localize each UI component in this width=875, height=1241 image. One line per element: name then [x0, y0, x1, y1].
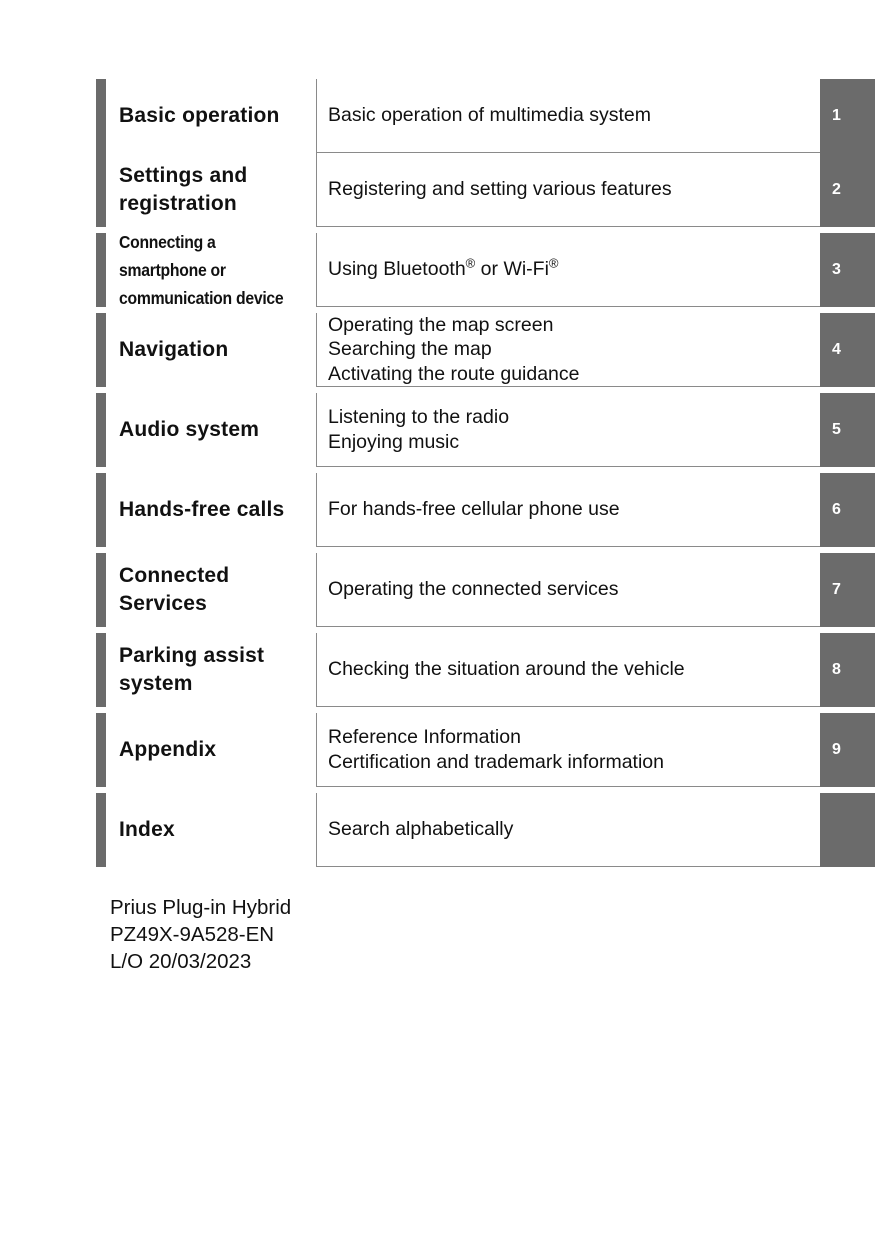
section-tab[interactable]: 5: [820, 393, 875, 467]
section-description: [316, 153, 820, 227]
section-tab[interactable]: 2: [820, 153, 875, 227]
description-line: Search alphabetically: [328, 818, 514, 841]
section-title: Index: [119, 818, 175, 841]
section-bar: [96, 313, 106, 387]
document-footer: [110, 894, 291, 975]
section-tab[interactable]: 9: [820, 713, 875, 787]
description-line: Checking the situation around the vehicle: [328, 658, 685, 681]
description-line: Operating the connected services: [328, 578, 619, 601]
section-title: Audio system: [119, 418, 260, 441]
section-tab[interactable]: 4: [820, 313, 875, 387]
description-line: Searching the map: [328, 338, 492, 361]
description-line: Operating the map screen: [328, 313, 554, 336]
section-bar: [96, 393, 106, 467]
section-tab[interactable]: 6: [820, 473, 875, 547]
section-tab[interactable]: 8: [820, 633, 875, 707]
section-title: Appendix: [119, 738, 217, 761]
section-bar: [96, 553, 106, 627]
description-line: Certification and trademark information: [328, 750, 664, 773]
toc-row-audio[interactable]: [0, 393, 875, 467]
section-description: [316, 633, 820, 707]
toc-row-parking-assist[interactable]: [0, 633, 875, 707]
section-title: Parking assist system: [119, 644, 265, 695]
part-number: PZ49X-9A528-EN: [110, 923, 275, 946]
description-line: For hands-free cellular phone use: [328, 498, 620, 521]
registered-mark: ®: [465, 255, 476, 271]
description-line: Registering and setting various features: [328, 178, 672, 201]
section-description: [316, 313, 820, 387]
model-name: Prius Plug-in Hybrid: [110, 896, 292, 919]
registered-mark: ®: [548, 255, 559, 271]
section-bar: [96, 713, 106, 787]
section-description: [316, 473, 820, 547]
toc-row-connected-services[interactable]: [0, 553, 875, 627]
section-title: Navigation: [119, 338, 229, 361]
section-description: [316, 553, 820, 627]
toc-row-connecting[interactable]: [0, 233, 875, 307]
toc-row-appendix[interactable]: [0, 713, 875, 787]
section-tab[interactable]: 1: [820, 79, 875, 153]
layout-date: L/O 20/03/2023: [110, 950, 252, 973]
section-title: Basic operation: [119, 104, 280, 127]
toc-row-hands-free[interactable]: [0, 473, 875, 547]
section-description: [316, 79, 820, 153]
description-line: Listening to the radio: [328, 406, 510, 428]
section-tab[interactable]: 3: [820, 233, 875, 307]
description-line: Activating the route guidance: [328, 362, 580, 385]
toc-row-settings[interactable]: [0, 153, 875, 227]
section-bar: [96, 473, 106, 547]
description-line: Using Bluetooth® or Wi-Fi®: [328, 255, 559, 281]
section-title: Connecting a smartphone or communication device: [119, 232, 284, 308]
section-tab[interactable]: 7: [820, 553, 875, 627]
section-title: Connected Services: [119, 564, 230, 615]
toc-row-basic-operation[interactable]: [0, 79, 875, 153]
description-line: Reference Information: [328, 726, 521, 748]
section-bar: [96, 153, 106, 227]
section-description: [316, 793, 820, 867]
section-title: Hands-free calls: [119, 498, 285, 521]
section-description: [316, 233, 820, 307]
section-bar: [96, 79, 106, 153]
toc-row-index[interactable]: [0, 793, 875, 867]
description-line: Basic operation of multimedia system: [328, 104, 651, 127]
section-bar: [96, 793, 106, 867]
section-title: Settings and registration: [119, 164, 248, 215]
section-description: [316, 713, 820, 787]
toc-row-navigation[interactable]: [0, 313, 875, 387]
section-description: [316, 393, 820, 467]
description-line: Enjoying music: [328, 430, 460, 453]
section-tab[interactable]: [820, 793, 875, 867]
section-bar: [96, 233, 106, 307]
section-bar: [96, 633, 106, 707]
